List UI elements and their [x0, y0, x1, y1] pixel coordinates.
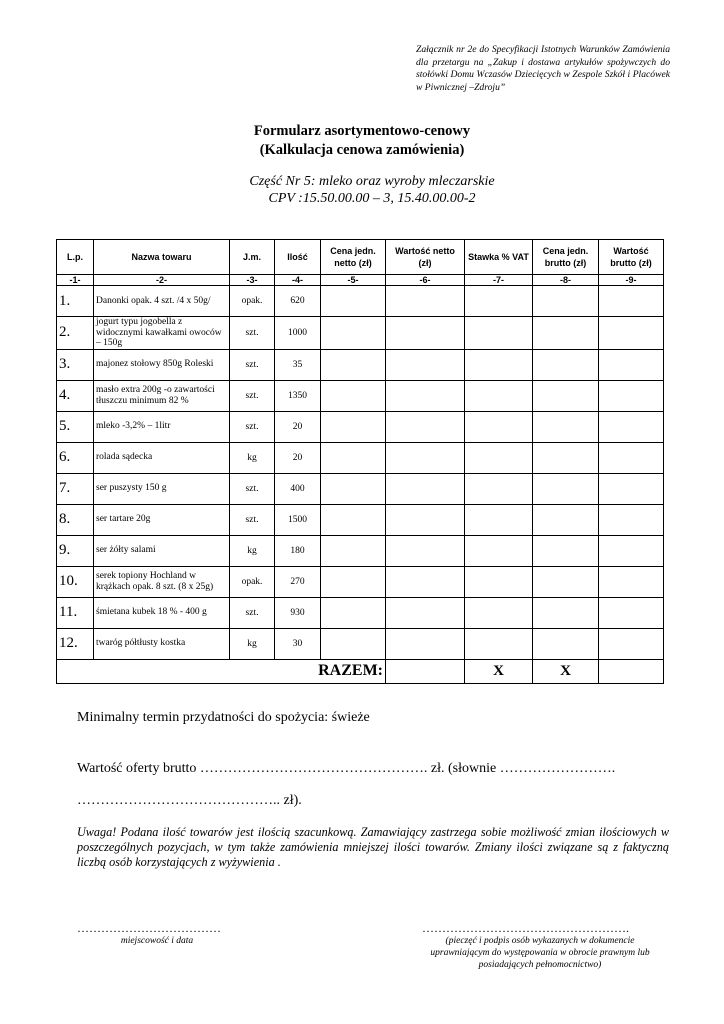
row-number: 1. [57, 286, 94, 317]
row-number: 3. [57, 349, 94, 380]
sum-value-gross-cell[interactable] [599, 659, 664, 683]
value-gross-cell[interactable] [599, 566, 664, 597]
value-net-cell[interactable] [386, 566, 465, 597]
unit: kg [230, 442, 275, 473]
product-name: majonez stołowy 850g Roleski [94, 349, 230, 380]
col-number: -5- [321, 275, 386, 286]
value-net-cell[interactable] [386, 380, 465, 411]
quantity: 270 [275, 566, 321, 597]
col-header-qty: Ilość [275, 240, 321, 275]
table-row [57, 442, 664, 473]
offer-value-words-line: …………………………………….. zł). [77, 793, 302, 808]
unit-net-cell[interactable] [321, 473, 386, 504]
row-number: 11. [57, 597, 94, 628]
value-gross-cell[interactable] [599, 411, 664, 442]
col-number: -6- [386, 275, 465, 286]
place-date-field[interactable]: ……………………………… [77, 921, 221, 935]
product-name: twaróg półtłusty kostka [94, 628, 230, 659]
quantity: 35 [275, 349, 321, 380]
value-gross-cell[interactable] [599, 535, 664, 566]
sum-vat-cross: X [465, 659, 533, 683]
vat-cell[interactable] [465, 442, 533, 473]
unit-net-cell[interactable] [321, 628, 386, 659]
quantity: 30 [275, 628, 321, 659]
quantity: 1500 [275, 504, 321, 535]
vat-cell[interactable] [465, 504, 533, 535]
vat-cell[interactable] [465, 349, 533, 380]
unit: szt. [230, 473, 275, 504]
unit-net-cell[interactable] [321, 317, 386, 350]
product-name: serek topiony Hochland w krążkach opak. 8 szt. (8 x 25g) [94, 566, 230, 597]
vat-cell[interactable] [465, 411, 533, 442]
value-net-cell[interactable] [386, 286, 465, 317]
value-net-cell[interactable] [386, 504, 465, 535]
table-row [57, 628, 664, 659]
unit-gross-cell[interactable] [533, 566, 599, 597]
vat-cell[interactable] [465, 473, 533, 504]
unit: kg [230, 535, 275, 566]
col-header-name: Nazwa towaru [94, 240, 230, 275]
value-net-cell[interactable] [386, 317, 465, 350]
col-header-value-gross: Wartość brutto (zł) [599, 240, 664, 275]
row-number: 7. [57, 473, 94, 504]
table-row [57, 535, 664, 566]
table-row [57, 473, 664, 504]
col-number: -3- [230, 275, 275, 286]
form-title: Formularz asortymentowo-cenowy [253, 123, 471, 139]
unit-net-cell[interactable] [321, 535, 386, 566]
value-net-cell[interactable] [386, 535, 465, 566]
unit: szt. [230, 317, 275, 350]
col-header-value-net: Wartość netto (zł) [386, 240, 465, 275]
quantity: 620 [275, 286, 321, 317]
unit-gross-cell[interactable] [533, 504, 599, 535]
col-number: -8- [533, 275, 599, 286]
value-gross-cell[interactable] [599, 442, 664, 473]
product-name: ser żółty salami [94, 535, 230, 566]
col-number: -2- [94, 275, 230, 286]
vat-cell[interactable] [465, 597, 533, 628]
col-header-lp: L.p. [57, 240, 94, 275]
part-title: Część Nr 5: mleko oraz wyroby mleczarskie [249, 174, 495, 189]
header-row [57, 240, 664, 275]
unit-gross-cell[interactable] [533, 535, 599, 566]
min-expiry-term: Minimalny termin przydatności do spożycia: świeże [77, 710, 370, 725]
place-date-label: miejscowość i data [120, 936, 194, 946]
value-gross-cell[interactable] [599, 380, 664, 411]
vat-cell[interactable] [465, 535, 533, 566]
quantity: 180 [275, 535, 321, 566]
table-row [57, 411, 664, 442]
unit-net-cell[interactable] [321, 442, 386, 473]
value-net-cell[interactable] [386, 349, 465, 380]
product-name: masło extra 200g -o zawartości tłuszczu minimum 82 % [94, 380, 230, 411]
product-name: jogurt typu jogobella z widocznymi kawałkami owoców – 150g [94, 317, 230, 350]
row-number: 6. [57, 442, 94, 473]
col-number: -4- [275, 275, 321, 286]
product-name: mleko -3,2% – 1litr [94, 411, 230, 442]
unit-net-cell[interactable] [321, 597, 386, 628]
cpv-code: CPV :15.50.00.00 – 3, 15.40.00.00-2 [268, 191, 476, 206]
unit-net-cell[interactable] [321, 566, 386, 597]
table-row [57, 504, 664, 535]
col-header-vat: Stawka % VAT [465, 240, 533, 275]
value-gross-cell[interactable] [599, 317, 664, 350]
sum-value-net-cell[interactable] [386, 659, 465, 683]
value-gross-cell[interactable] [599, 504, 664, 535]
vat-cell[interactable] [465, 317, 533, 350]
unit: szt. [230, 597, 275, 628]
unit: szt. [230, 349, 275, 380]
unit-gross-cell[interactable] [533, 628, 599, 659]
value-net-cell[interactable] [386, 473, 465, 504]
product-name: śmietana kubek 18 % - 400 g [94, 597, 230, 628]
vat-cell[interactable] [465, 380, 533, 411]
row-number: 4. [57, 380, 94, 411]
unit-net-cell[interactable] [321, 504, 386, 535]
sum-row [57, 659, 664, 683]
value-gross-cell[interactable] [599, 286, 664, 317]
sum-unit-gross-cross: X [533, 659, 599, 683]
row-number: 8. [57, 504, 94, 535]
value-net-cell[interactable] [386, 597, 465, 628]
value-gross-cell[interactable] [599, 597, 664, 628]
unit: kg [230, 628, 275, 659]
table-row [57, 317, 664, 350]
value-gross-cell[interactable] [599, 473, 664, 504]
unit-net-cell[interactable] [321, 286, 386, 317]
form-subtitle: (Kalkulacja cenowa zamówienia) [259, 142, 465, 158]
row-number: 2. [57, 317, 94, 350]
unit: opak. [230, 566, 275, 597]
product-name: ser puszysty 150 g [94, 473, 230, 504]
vat-cell[interactable] [465, 628, 533, 659]
col-header-unit: J.m. [230, 240, 275, 275]
column-number-row [57, 275, 664, 286]
row-number: 10. [57, 566, 94, 597]
quantity: 20 [275, 411, 321, 442]
value-net-cell[interactable] [386, 411, 465, 442]
product-name: Danonki opak. 4 szt. /4 x 50g/ [94, 286, 230, 317]
unit-gross-cell[interactable] [533, 317, 599, 350]
col-header-unit-gross: Cena jedn. brutto (zł) [533, 240, 599, 275]
product-name: ser tartare 20g [94, 504, 230, 535]
col-header-unit-net: Cena jedn. netto (zł) [321, 240, 386, 275]
row-number: 12. [57, 628, 94, 659]
unit: szt. [230, 380, 275, 411]
unit-net-cell[interactable] [321, 380, 386, 411]
value-net-cell[interactable] [386, 628, 465, 659]
table-row [57, 286, 664, 317]
table-row [57, 380, 664, 411]
row-number: 5. [57, 411, 94, 442]
vat-cell[interactable] [465, 566, 533, 597]
unit-net-cell[interactable] [321, 349, 386, 380]
table-row [57, 349, 664, 380]
unit: szt. [230, 504, 275, 535]
unit-gross-cell[interactable] [533, 473, 599, 504]
value-net-cell[interactable] [386, 442, 465, 473]
signature-field[interactable]: ……………………………………………. [422, 921, 629, 935]
unit: opak. [230, 286, 275, 317]
row-number: 9. [57, 535, 94, 566]
unit-gross-cell[interactable] [533, 442, 599, 473]
quantity: 930 [275, 597, 321, 628]
quantity: 20 [275, 442, 321, 473]
unit-gross-cell[interactable] [533, 349, 599, 380]
vat-cell[interactable] [465, 286, 533, 317]
unit-gross-cell[interactable] [533, 411, 599, 442]
quantity: 1350 [275, 380, 321, 411]
quantity: 1000 [275, 317, 321, 350]
table-row [57, 597, 664, 628]
annex-note: Załącznik nr 2e do Specyfikacji Istotnych Warunków Zamówienia dla przetargu na „Zakup i dostawa artykułów spożywczych do stołówki Domu Wczasów Dziecięcych w Zespole Szkół i Placówek w Piwnicznej –Zdroju” [416, 44, 670, 93]
product-name: rolada sądecka [94, 442, 230, 473]
value-gross-cell[interactable] [599, 628, 664, 659]
table-row [57, 566, 664, 597]
quantity-note: Uwaga! Podana ilość towarów jest ilością szacunkową. Zamawiający zastrzega sobie możliwość zmian ilościowych w poszczególnych pozycjach, w tym także zamówienia mniejszej ilości towarów. Zmiany ilości związane są z faktyczną liczbą osób korzystających z wyżywienia . [77, 825, 669, 869]
unit-gross-cell[interactable] [533, 286, 599, 317]
value-gross-cell[interactable] [599, 349, 664, 380]
col-number: -9- [599, 275, 664, 286]
col-number: -7- [465, 275, 533, 286]
sum-label: RAZEM: [57, 659, 386, 683]
quantity: 400 [275, 473, 321, 504]
price-table [56, 239, 664, 684]
signature-label: (pieczęć i podpis osób wykazanych w dokumencie uprawniającym do występowania w obrocie prawnym lub posiadających pełnomocnictwo) [430, 936, 650, 970]
unit-gross-cell[interactable] [533, 597, 599, 628]
unit-net-cell[interactable] [321, 411, 386, 442]
col-number: -1- [57, 275, 94, 286]
offer-value-line: Wartość oferty brutto …………………………………………. zł. (słownie ……………………. [77, 761, 616, 776]
unit-gross-cell[interactable] [533, 380, 599, 411]
unit: szt. [230, 411, 275, 442]
